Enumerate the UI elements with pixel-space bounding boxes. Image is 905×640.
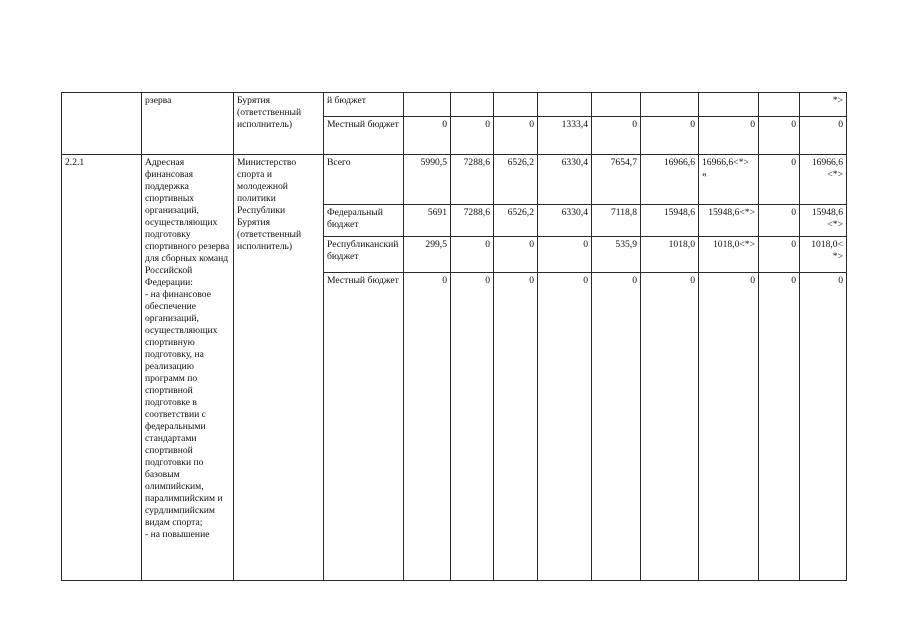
value-cell: 1018,0< *>	[800, 237, 847, 273]
value-cell: 15948,6	[641, 205, 699, 237]
value-cell: 0	[759, 155, 800, 205]
value-cell: 6526,2	[494, 155, 538, 205]
value-cell: 0	[494, 237, 538, 273]
executor-cell: Бурятия (ответственный исполнитель)	[234, 93, 324, 155]
value-cell: 0	[538, 237, 592, 273]
source-cell: Местный бюджет	[324, 117, 404, 155]
value-cell: 0	[759, 237, 800, 273]
value-cell: 0	[451, 237, 494, 273]
value-cell: 0	[699, 117, 759, 155]
value-cell: 0	[592, 117, 641, 155]
value-cell: 7118,8	[592, 205, 641, 237]
value-cell	[538, 93, 592, 117]
value-cell: 0	[404, 117, 451, 155]
value-cell: 0	[494, 117, 538, 155]
value-cell: 6330,4	[538, 155, 592, 205]
value-cell: 5990,5	[404, 155, 451, 205]
executor-cell: Министерство спорта и молодежной политики Республики Бурятия (ответственный исполнитель)	[234, 155, 324, 581]
value-cell: 0	[538, 273, 592, 581]
value-cell: 0	[451, 273, 494, 581]
value-cell	[759, 93, 800, 117]
value-cell: 0	[451, 117, 494, 155]
value-cell: 0	[641, 273, 699, 581]
value-cell: 0	[592, 273, 641, 581]
value-cell: 7288,6	[451, 205, 494, 237]
value-cell: 0	[494, 273, 538, 581]
value-cell: 0	[699, 273, 759, 581]
table-row	[62, 93, 847, 117]
value-cell: 6330,4	[538, 205, 592, 237]
value-cell: 16966,6 <*>	[800, 155, 847, 205]
source-cell: й бюджет	[324, 93, 404, 117]
value-cell: 0	[800, 117, 847, 155]
value-cell: *>	[800, 93, 847, 117]
source-cell: Всего	[324, 155, 404, 205]
value-cell	[494, 93, 538, 117]
code-cell: 2.2.1	[62, 155, 142, 581]
value-cell: 15948,6<*>	[699, 205, 759, 237]
value-cell	[699, 93, 759, 117]
budget-table	[61, 92, 847, 581]
value-cell: 0	[404, 273, 451, 581]
measure-cell: рзерва	[142, 93, 234, 155]
table-row	[62, 155, 847, 205]
code-cell	[62, 93, 142, 155]
value-cell: 16966,6<*> «	[699, 155, 759, 205]
value-cell	[641, 93, 699, 117]
value-cell: 1333,4	[538, 117, 592, 155]
value-cell	[404, 93, 451, 117]
source-cell: Республиканский бюджет	[324, 237, 404, 273]
value-cell: 1018,0	[641, 237, 699, 273]
value-cell: 6526,2	[494, 205, 538, 237]
value-cell: 0	[641, 117, 699, 155]
value-cell	[592, 93, 641, 117]
measure-cell: Адресная финансовая поддержка спортивных организаций, осуществляющих подготовку спортивного резерва для сборных команд Российской Федерации: - на финансовое обеспечение организаций, осуществляющих спортивную подготовку, на реализацию программ по спортивной подготовке в соответствии с федеральными стандартами спортивной подготовки по базовым олимпийским, паралимпийским и сурдлимпийским видам спорта; - на повышение	[142, 155, 234, 581]
value-cell: 0	[759, 205, 800, 237]
value-cell: 16966,6	[641, 155, 699, 205]
value-cell: 535,9	[592, 237, 641, 273]
value-cell: 299,5	[404, 237, 451, 273]
value-cell: 1018,0<*>	[699, 237, 759, 273]
value-cell: 5691	[404, 205, 451, 237]
value-cell	[451, 93, 494, 117]
source-cell: Федеральный бюджет	[324, 205, 404, 237]
value-cell: 0	[759, 273, 800, 581]
value-cell: 7654,7	[592, 155, 641, 205]
value-cell: 7288,6	[451, 155, 494, 205]
value-cell: 0	[759, 117, 800, 155]
value-cell: 0	[800, 273, 847, 581]
value-cell: 15948,6 <*>	[800, 205, 847, 237]
source-cell: Местный бюджет	[324, 273, 404, 581]
